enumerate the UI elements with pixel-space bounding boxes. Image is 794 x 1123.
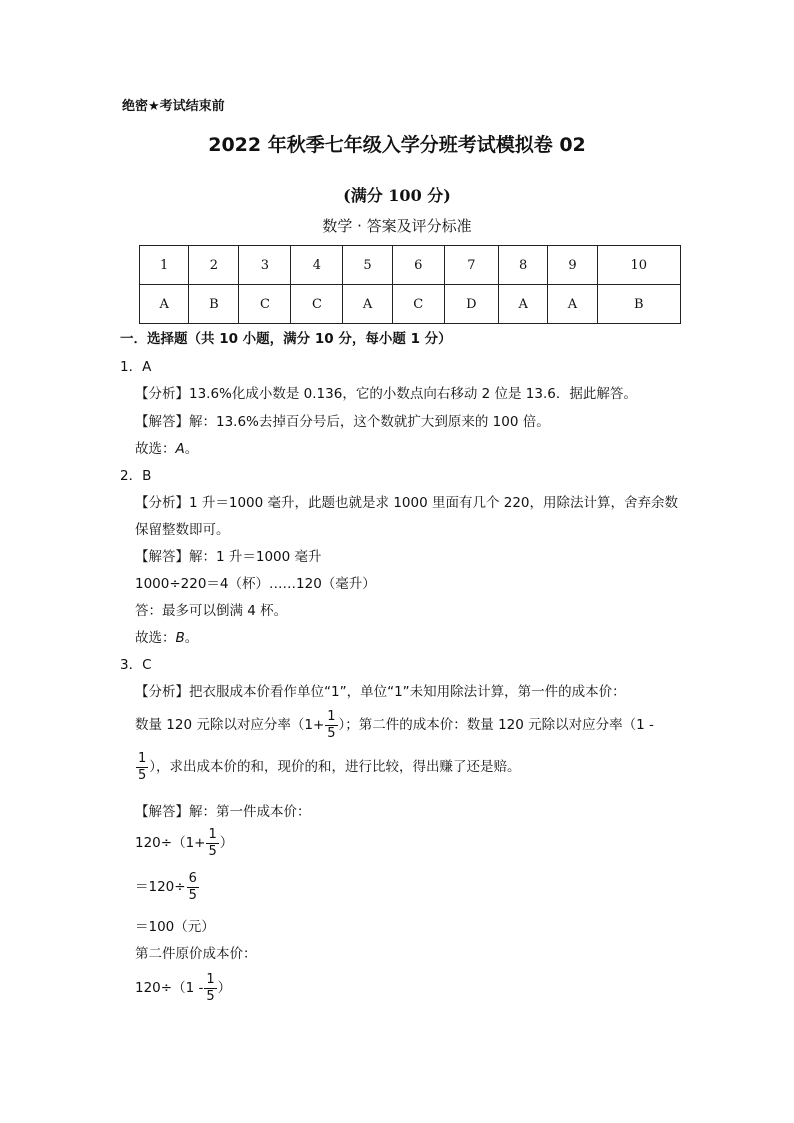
question-number-cell: 5 — [343, 246, 392, 285]
fraction-one-fifth — [204, 973, 216, 1003]
answer-cell: A — [498, 285, 547, 324]
fraction-numerator: 1 — [327, 709, 336, 724]
choice-letter: B — [175, 630, 185, 646]
choice-suffix: 。 — [184, 630, 199, 646]
q2-answer: 答：最多可以倒满 4 杯。 — [135, 603, 288, 619]
q3-second-item: 第二件原价成本价： — [135, 946, 257, 962]
answer-cell: A — [548, 285, 597, 324]
question-number-cell: 3 — [239, 246, 291, 285]
text-segment: ） — [219, 835, 234, 852]
q3-analysis-line2 — [135, 710, 654, 740]
text-segment: 数量 120 元除以对应分率（1+ — [135, 717, 325, 734]
choice-prefix: 故选： — [135, 630, 176, 646]
text-segment: ） — [217, 980, 232, 997]
q3-analysis-line1: 【分析】把衣服成本价看作单位“1”，单位“1”未知用除法计算，第一件的成本价： — [135, 684, 626, 700]
q1-choice — [135, 437, 198, 457]
question-number-cell: 9 — [548, 246, 597, 285]
q3-step2 — [135, 872, 200, 902]
q3-analysis-line3 — [135, 752, 521, 782]
q2-head: 2．B — [120, 468, 152, 484]
answer-cell: C — [239, 285, 291, 324]
question-number-cell: 6 — [392, 246, 444, 285]
fraction-numerator: 1 — [206, 972, 215, 987]
fraction-denominator: 5 — [208, 843, 217, 859]
fraction-numerator: 6 — [188, 871, 197, 886]
text-segment: 120÷（1 - — [135, 980, 204, 997]
fraction-one-fifth — [325, 710, 337, 740]
fraction-denominator: 5 — [206, 988, 215, 1004]
text-segment: ）；第二件的成本价：数量 120 元除以对应分率（1 - — [338, 717, 654, 734]
fraction-numerator: 1 — [208, 827, 217, 842]
answer-heading: 数学 · 答案及评分标准 — [322, 217, 472, 235]
q3-solution: 【解答】解：第一件成本价： — [135, 804, 311, 820]
q2-analysis-line1: 【分析】1 升＝1000 毫升，此题也就是求 1000 里面有几个 220，用除法计算，舍弃余数 — [135, 495, 679, 511]
q2-analysis-line2: 保留整数即可。 — [135, 522, 230, 538]
q2-calculation: 1000÷220＝4（杯）……120（毫升） — [135, 576, 376, 592]
answer-cell: A — [343, 285, 392, 324]
q3-step1 — [135, 828, 233, 858]
answer-cell: B — [597, 285, 680, 324]
choice-prefix: 故选： — [135, 441, 176, 457]
q2-choice — [135, 626, 198, 646]
answer-cell: B — [189, 285, 239, 324]
text-segment: ），求出成本价的和，现价的和，进行比较，得出赚了还是赔。 — [149, 759, 521, 776]
q3-step3: ＝100（元） — [135, 919, 215, 935]
fraction-denominator: 5 — [138, 767, 147, 783]
question-number-cell: 2 — [189, 246, 239, 285]
choice-suffix: 。 — [184, 441, 199, 457]
answer-table-number-row — [140, 246, 681, 285]
choice-letter: A — [175, 441, 185, 457]
fraction-one-fifth — [206, 828, 218, 858]
fraction-six-fifths — [187, 872, 199, 902]
fraction-numerator: 1 — [138, 751, 147, 766]
answer-table-answer-row — [140, 285, 681, 324]
full-score-subtitle: (满分 100 分) — [343, 186, 451, 205]
q1-analysis: 【分析】13.6%化成小数是 0.136，它的小数点向右移动 2 位是 13.6．据此解答。 — [135, 386, 637, 402]
q1-solution: 【解答】解：13.6%去掉百分号后，这个数就扩大到原来的 100 倍。 — [135, 414, 550, 430]
question-number-cell: 7 — [444, 246, 498, 285]
question-number-cell: 10 — [597, 246, 680, 285]
fraction-one-fifth — [136, 752, 148, 782]
q2-solution: 【解答】解：1 升＝1000 毫升 — [135, 549, 322, 565]
fraction-denominator: 5 — [188, 887, 197, 903]
answer-cell: C — [291, 285, 343, 324]
answer-cell: A — [140, 285, 189, 324]
q1-head: 1．A — [120, 359, 152, 375]
question-number-cell: 1 — [140, 246, 189, 285]
answer-table — [139, 245, 681, 324]
section-title: 一．选择题（共 10 小题，满分 10 分，每小题 1 分） — [120, 331, 452, 347]
fraction-denominator: 5 — [327, 725, 336, 741]
q3-head: 3．C — [120, 657, 152, 673]
answer-cell: C — [392, 285, 444, 324]
exam-title: 2022 年秋季七年级入学分班考试模拟卷 02 — [208, 134, 586, 156]
question-number-cell: 8 — [498, 246, 547, 285]
q3-step4 — [135, 973, 231, 1003]
question-number-cell: 4 — [291, 246, 343, 285]
confidential-label: 绝密★考试结束前 — [122, 99, 225, 114]
text-segment: 120÷（1+ — [135, 835, 206, 852]
answer-cell: D — [444, 285, 498, 324]
text-segment: ＝120÷ — [135, 879, 186, 896]
